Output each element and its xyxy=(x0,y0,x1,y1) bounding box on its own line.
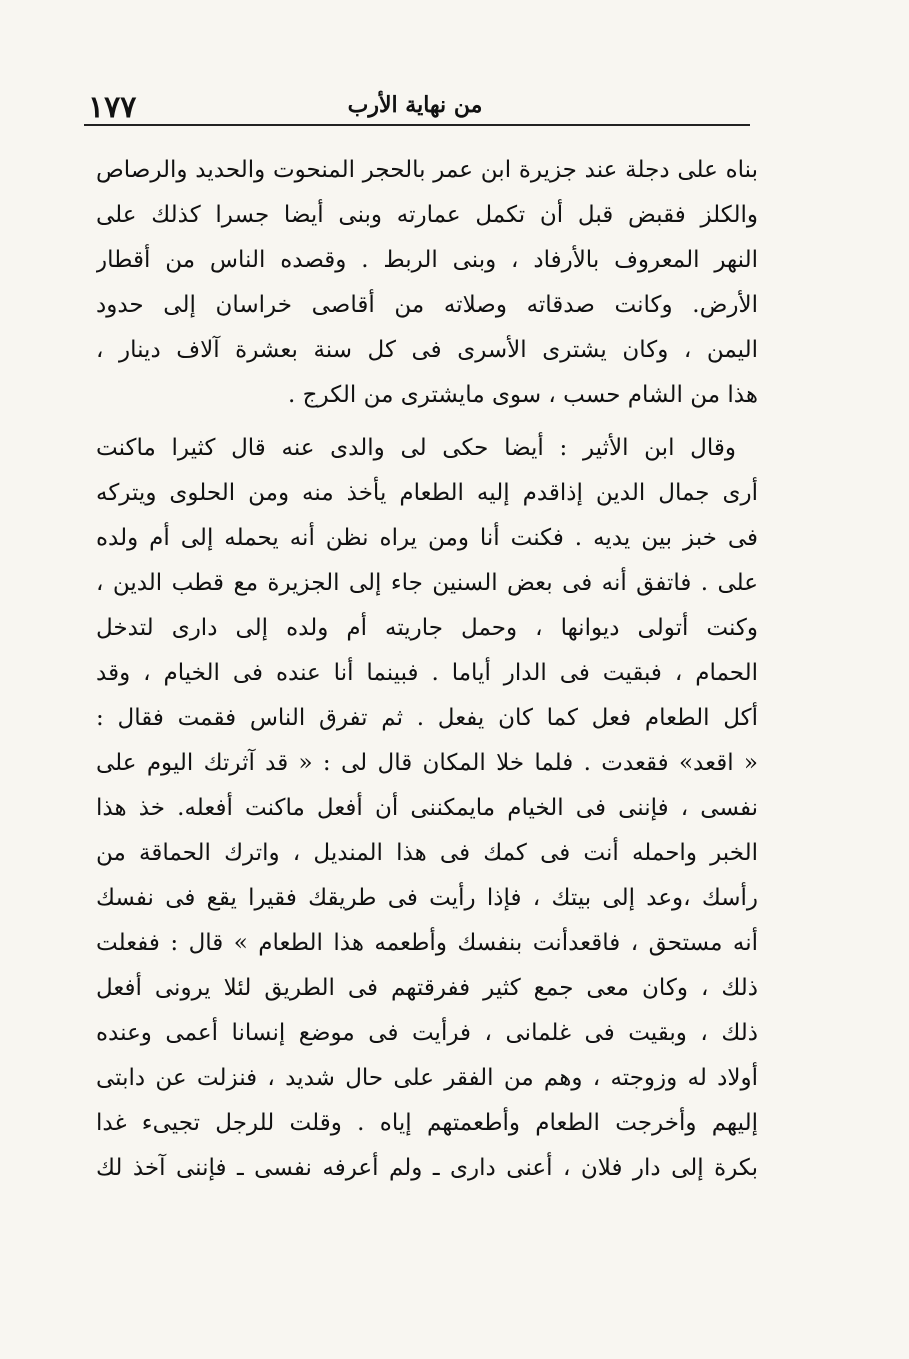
text-line: بكرة إلى دار فلان ، أعنى دارى ـ ولم أعرفه نفسى ـ فإننى آخذ لك xyxy=(96,1155,758,1181)
text-line: هذا من الشام حسب ، سوى مايشترى من الكرج . xyxy=(288,382,758,408)
text-line: أولاد له وزوجته ، وهم من الفقر على حال شديد ، فنزلت عن دابتى xyxy=(96,1065,758,1091)
text-line: بناه على دجلة عند جزيرة ابن عمر بالحجر المنحوت والحديد والرصاص xyxy=(96,157,758,183)
paragraph xyxy=(96,148,758,418)
text-line: أنه مستحق ، فاقعدأنت بنفسك وأطعمه هذا الطعام » قال : ففعلت xyxy=(96,930,758,956)
text-line: نفسى ، فإننى فى الخيام مايمكننى أن أفعل ماكنت أفعله. خذ هذا xyxy=(96,795,758,821)
text-line: الخبر واحمله أنت فى كمك فى هذا المنديل ، واترك الحماقة من xyxy=(96,840,758,866)
text-line: والكلز فقبض قبل أن تكمل عمارته وبنى أيضا جسرا كذلك على xyxy=(96,202,758,228)
header-rule xyxy=(84,124,750,126)
text-line: أرى جمال الدين إذاقدم إليه الطعام يأخذ منه ومن الحلوى ويتركه xyxy=(96,480,758,506)
page-header xyxy=(80,82,750,124)
text-line: إليهم وأخرجت الطعام وأطعمتهم إياه . وقلت للرجل تجيىء غدا xyxy=(96,1110,758,1136)
text-line: أكل الطعام فعل كما كان يفعل . ثم تفرق الناس فقمت فقال : xyxy=(96,705,758,731)
text-line: ذلك ، وكان معى جمع كثير ففرقتهم فى الطريق لئلا يرونى أفعل xyxy=(96,975,758,1001)
paragraph xyxy=(96,426,758,1191)
body-text xyxy=(96,148,758,1191)
text-line: الأرض. وكانت صدقاته وصلاته من أقاصى خراسان إلى حدود xyxy=(96,292,758,318)
paragraph-gap xyxy=(96,418,758,426)
text-line: على . فاتفق أنه فى بعض السنين جاء إلى الجزيرة مع قطب الدين ، xyxy=(96,570,758,596)
text-line: فى خبز بين يديه . فكنت أنا ومن يراه نظن أنه يحمله إلى أم ولده xyxy=(96,525,758,551)
text-line: وقال ابن الأثير : أيضا حكى لى والدى عنه قال كثيرا ماكنت xyxy=(96,435,736,461)
text-line: رأسك ،وعد إلى بيتك ، فإذا رأيت فى طريقك فقيرا يقع فى نفسك xyxy=(96,885,758,911)
text-line: النهر المعروف بالأرفاد ، وبنى الربط . وقصده الناس من أقطار xyxy=(96,247,758,273)
text-line: الحمام ، فبقيت فى الدار أياما . فبينما أنا عنده فى الخيام ، وقد xyxy=(96,660,758,686)
text-line: اليمن ، وكان يشترى الأسرى فى كل سنة بعشرة آلاف دينار ، xyxy=(96,337,758,363)
page-number: ١٧٧ xyxy=(88,90,137,125)
text-line: ذلك ، وبقيت فى غلمانى ، فرأيت فى موضع إنسانا أعمى وعنده xyxy=(96,1020,758,1046)
text-line: « اقعد» فقعدت . فلما خلا المكان قال لى : « قد آثرتك اليوم على xyxy=(96,750,758,776)
running-title: من نهاية الأرب xyxy=(347,92,483,118)
text-line: وكنت أتولى ديوانها ، وحمل جاريته أم ولده إلى دارى لتدخل xyxy=(96,615,758,641)
